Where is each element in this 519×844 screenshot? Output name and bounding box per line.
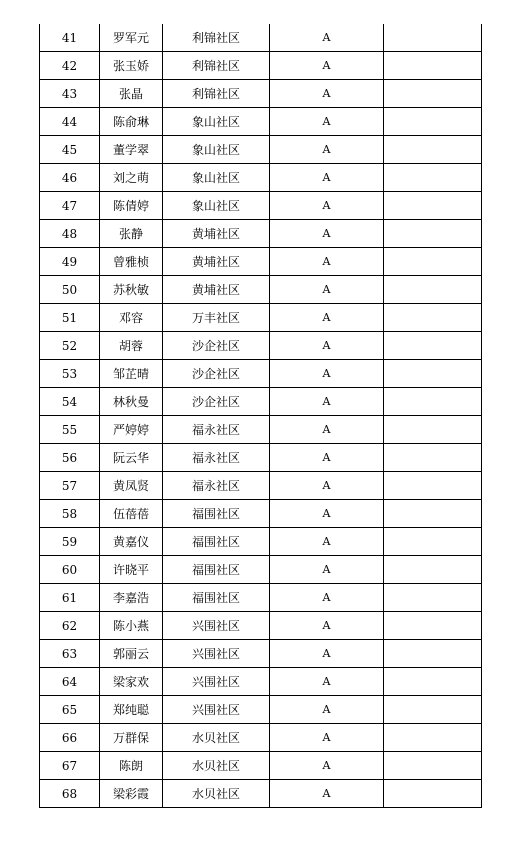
- grade-cell: A: [270, 668, 384, 696]
- remark-cell: [384, 556, 482, 584]
- remark-cell: [384, 780, 482, 808]
- person-name-cell: 张玉娇: [100, 52, 163, 80]
- person-name-cell: 陈俞琳: [100, 108, 163, 136]
- community-cell: 福永社区: [163, 472, 270, 500]
- row-number-cell: 68: [40, 780, 100, 808]
- table-row: [40, 612, 482, 640]
- grade-cell: A: [270, 248, 384, 276]
- person-name-cell: 严婷婷: [100, 416, 163, 444]
- community-cell: 福永社区: [163, 416, 270, 444]
- row-number-cell: 41: [40, 24, 100, 52]
- person-name-cell: 张晶: [100, 80, 163, 108]
- table-row: [40, 780, 482, 808]
- person-name-cell: 张静: [100, 220, 163, 248]
- grade-cell: A: [270, 220, 384, 248]
- grade-cell: A: [270, 80, 384, 108]
- remark-cell: [384, 724, 482, 752]
- grade-cell: A: [270, 136, 384, 164]
- table-row: [40, 248, 482, 276]
- person-name-cell: 黄嘉仪: [100, 528, 163, 556]
- table-row: [40, 304, 482, 332]
- row-number-cell: 60: [40, 556, 100, 584]
- grade-cell: A: [270, 276, 384, 304]
- grade-cell: A: [270, 444, 384, 472]
- table-row: [40, 668, 482, 696]
- grade-cell: A: [270, 780, 384, 808]
- person-name-cell: 罗军元: [100, 24, 163, 52]
- row-number-cell: 51: [40, 304, 100, 332]
- table-row: [40, 444, 482, 472]
- row-number-cell: 62: [40, 612, 100, 640]
- row-number-cell: 44: [40, 108, 100, 136]
- grade-cell: A: [270, 192, 384, 220]
- remark-cell: [384, 696, 482, 724]
- remark-cell: [384, 360, 482, 388]
- remark-cell: [384, 584, 482, 612]
- remark-cell: [384, 304, 482, 332]
- grade-cell: A: [270, 52, 384, 80]
- person-name-cell: 伍蓓蓓: [100, 500, 163, 528]
- row-number-cell: 42: [40, 52, 100, 80]
- community-cell: 利锦社区: [163, 52, 270, 80]
- community-cell: 水贝社区: [163, 780, 270, 808]
- community-cell: 水贝社区: [163, 752, 270, 780]
- grade-cell: A: [270, 24, 384, 52]
- table-row: [40, 696, 482, 724]
- community-cell: 沙企社区: [163, 388, 270, 416]
- community-cell: 利锦社区: [163, 80, 270, 108]
- person-name-cell: 苏秋敏: [100, 276, 163, 304]
- table-row: [40, 136, 482, 164]
- table-row: [40, 584, 482, 612]
- remark-cell: [384, 192, 482, 220]
- person-name-cell: 黄凤贤: [100, 472, 163, 500]
- remark-cell: [384, 528, 482, 556]
- row-number-cell: 50: [40, 276, 100, 304]
- row-number-cell: 49: [40, 248, 100, 276]
- table-row: [40, 472, 482, 500]
- person-name-cell: 邓容: [100, 304, 163, 332]
- grade-cell: A: [270, 332, 384, 360]
- grade-cell: A: [270, 388, 384, 416]
- community-cell: 万丰社区: [163, 304, 270, 332]
- table-row: [40, 556, 482, 584]
- remark-cell: [384, 500, 482, 528]
- community-cell: 利锦社区: [163, 24, 270, 52]
- row-number-cell: 54: [40, 388, 100, 416]
- grade-cell: A: [270, 528, 384, 556]
- remark-cell: [384, 52, 482, 80]
- person-name-cell: 阮云华: [100, 444, 163, 472]
- community-cell: 黄埔社区: [163, 220, 270, 248]
- grade-cell: A: [270, 752, 384, 780]
- person-name-cell: 邹芷晴: [100, 360, 163, 388]
- roster-table-body: [40, 24, 482, 808]
- table-row: [40, 276, 482, 304]
- remark-cell: [384, 416, 482, 444]
- row-number-cell: 48: [40, 220, 100, 248]
- row-number-cell: 46: [40, 164, 100, 192]
- row-number-cell: 52: [40, 332, 100, 360]
- community-cell: 沙企社区: [163, 332, 270, 360]
- grade-cell: A: [270, 584, 384, 612]
- remark-cell: [384, 472, 482, 500]
- table-row: [40, 388, 482, 416]
- remark-cell: [384, 24, 482, 52]
- remark-cell: [384, 248, 482, 276]
- table-row: [40, 724, 482, 752]
- remark-cell: [384, 444, 482, 472]
- remark-cell: [384, 640, 482, 668]
- row-number-cell: 63: [40, 640, 100, 668]
- row-number-cell: 65: [40, 696, 100, 724]
- row-number-cell: 55: [40, 416, 100, 444]
- community-cell: 水贝社区: [163, 724, 270, 752]
- row-number-cell: 66: [40, 724, 100, 752]
- grade-cell: A: [270, 472, 384, 500]
- table-row: [40, 752, 482, 780]
- table-row: [40, 192, 482, 220]
- table-row: [40, 500, 482, 528]
- person-name-cell: 陈倩婷: [100, 192, 163, 220]
- remark-cell: [384, 752, 482, 780]
- row-number-cell: 64: [40, 668, 100, 696]
- person-name-cell: 梁家欢: [100, 668, 163, 696]
- remark-cell: [384, 108, 482, 136]
- community-cell: 沙企社区: [163, 360, 270, 388]
- grade-cell: A: [270, 108, 384, 136]
- remark-cell: [384, 388, 482, 416]
- row-number-cell: 67: [40, 752, 100, 780]
- remark-cell: [384, 612, 482, 640]
- person-name-cell: 刘之萌: [100, 164, 163, 192]
- person-name-cell: 林秋曼: [100, 388, 163, 416]
- grade-cell: A: [270, 556, 384, 584]
- row-number-cell: 61: [40, 584, 100, 612]
- table-row: [40, 332, 482, 360]
- grade-cell: A: [270, 640, 384, 668]
- row-number-cell: 58: [40, 500, 100, 528]
- community-cell: 福围社区: [163, 556, 270, 584]
- row-number-cell: 45: [40, 136, 100, 164]
- person-name-cell: 胡蓉: [100, 332, 163, 360]
- person-name-cell: 梁彩霞: [100, 780, 163, 808]
- grade-cell: A: [270, 724, 384, 752]
- community-cell: 黄埔社区: [163, 276, 270, 304]
- table-row: [40, 360, 482, 388]
- table-row: [40, 416, 482, 444]
- community-cell: 象山社区: [163, 192, 270, 220]
- person-name-cell: 董学翠: [100, 136, 163, 164]
- community-cell: 福围社区: [163, 528, 270, 556]
- person-name-cell: 许晓平: [100, 556, 163, 584]
- community-cell: 兴围社区: [163, 640, 270, 668]
- community-cell: 兴围社区: [163, 696, 270, 724]
- table-row: [40, 528, 482, 556]
- row-number-cell: 56: [40, 444, 100, 472]
- community-cell: 象山社区: [163, 136, 270, 164]
- remark-cell: [384, 276, 482, 304]
- row-number-cell: 57: [40, 472, 100, 500]
- remark-cell: [384, 220, 482, 248]
- grade-cell: A: [270, 360, 384, 388]
- grade-cell: A: [270, 304, 384, 332]
- remark-cell: [384, 164, 482, 192]
- community-cell: 兴围社区: [163, 612, 270, 640]
- grade-cell: A: [270, 164, 384, 192]
- remark-cell: [384, 80, 482, 108]
- person-name-cell: 陈小燕: [100, 612, 163, 640]
- person-name-cell: 曾雅桢: [100, 248, 163, 276]
- community-cell: 象山社区: [163, 164, 270, 192]
- person-name-cell: 李嘉浩: [100, 584, 163, 612]
- row-number-cell: 53: [40, 360, 100, 388]
- grade-cell: A: [270, 612, 384, 640]
- table-row: [40, 108, 482, 136]
- table-row: [40, 80, 482, 108]
- community-cell: 福围社区: [163, 584, 270, 612]
- table-row: [40, 52, 482, 80]
- community-cell: 兴围社区: [163, 668, 270, 696]
- grade-cell: A: [270, 500, 384, 528]
- row-number-cell: 59: [40, 528, 100, 556]
- remark-cell: [384, 668, 482, 696]
- community-cell: 象山社区: [163, 108, 270, 136]
- table-row: [40, 24, 482, 52]
- community-cell: 黄埔社区: [163, 248, 270, 276]
- community-cell: 福围社区: [163, 500, 270, 528]
- row-number-cell: 43: [40, 80, 100, 108]
- table-row: [40, 164, 482, 192]
- table-row: [40, 220, 482, 248]
- roster-table: [39, 24, 482, 808]
- person-name-cell: 万群保: [100, 724, 163, 752]
- community-cell: 福永社区: [163, 444, 270, 472]
- person-name-cell: 陈朗: [100, 752, 163, 780]
- table-row: [40, 640, 482, 668]
- remark-cell: [384, 332, 482, 360]
- grade-cell: A: [270, 416, 384, 444]
- row-number-cell: 47: [40, 192, 100, 220]
- grade-cell: A: [270, 696, 384, 724]
- remark-cell: [384, 136, 482, 164]
- person-name-cell: 郑纯聪: [100, 696, 163, 724]
- person-name-cell: 郭丽云: [100, 640, 163, 668]
